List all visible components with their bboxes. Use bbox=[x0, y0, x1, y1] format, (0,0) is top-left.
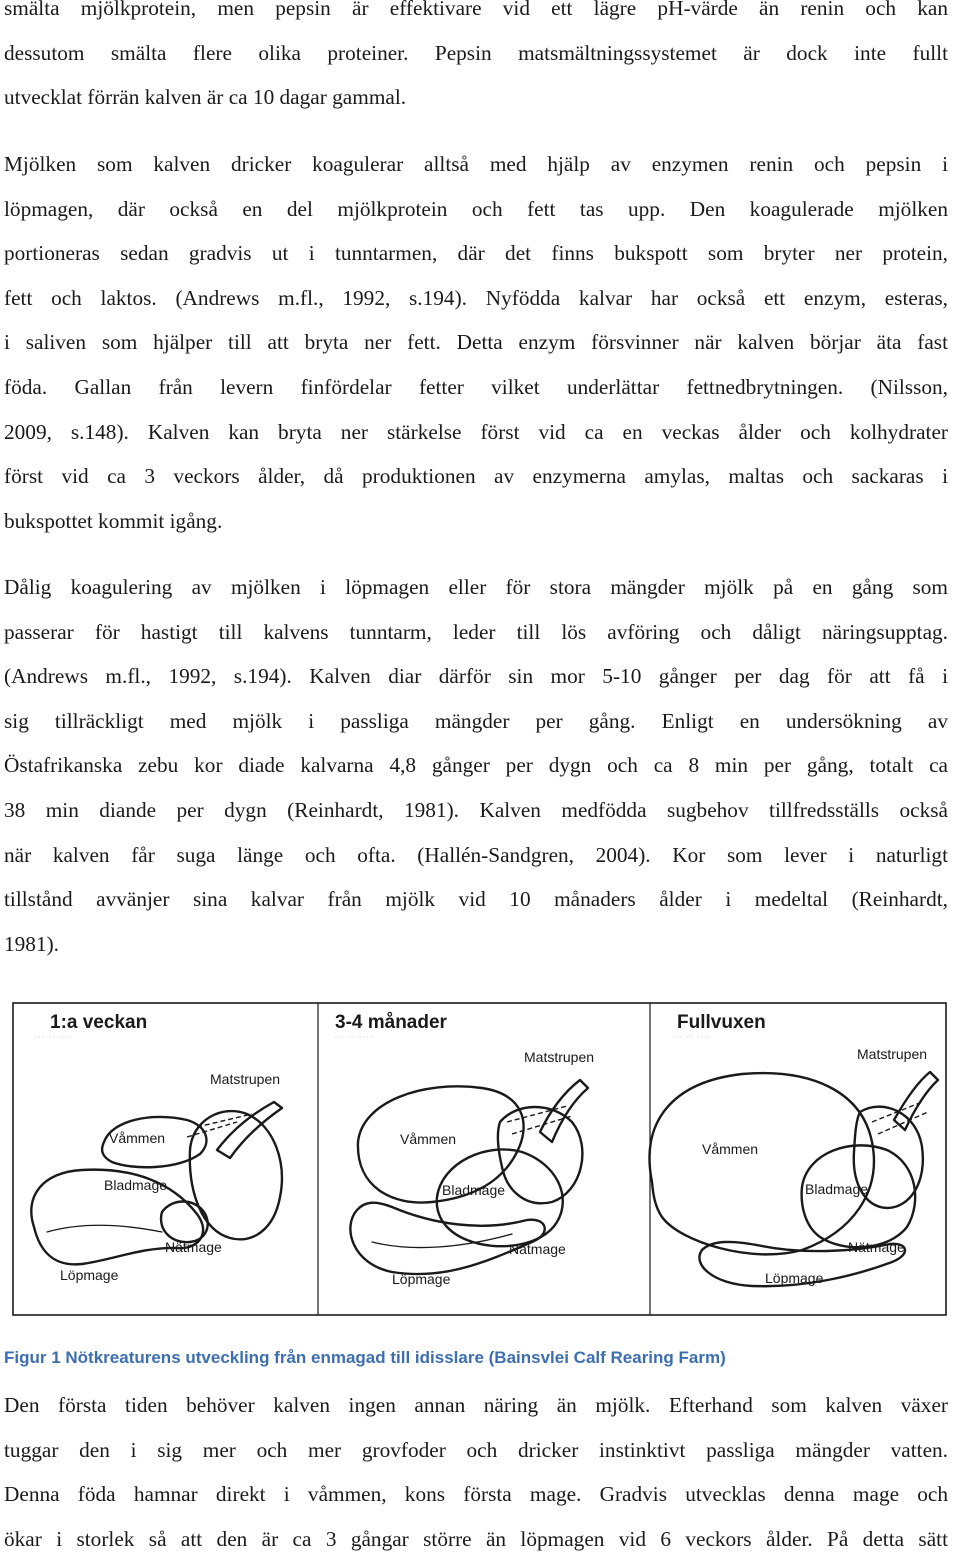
text-line: 2009, s.148). Kalven kan bryta ner stärkelse först vid ca en veckas ålder och kolhydrater bbox=[4, 419, 948, 444]
panel-title: 3-4 månader bbox=[335, 1012, 447, 1033]
text-line: löpmagen, där också en del mjölkprotein och fett tas upp. Den koagulerade mjölken bbox=[4, 196, 948, 221]
text-line: 1981). bbox=[4, 931, 60, 956]
label-lopmage: Löpmage bbox=[765, 1270, 824, 1286]
paragraph-3 bbox=[4, 565, 948, 966]
label-natmage: Nätmage bbox=[848, 1239, 905, 1255]
label-matstrupen: Matstrupen bbox=[857, 1046, 928, 1062]
panel-title: Fullvuxen bbox=[677, 1012, 766, 1033]
text-line: 38 min diande per dygn (Reinhardt, 1981). Kalven medfödda sugbehov tillfredsställs också bbox=[4, 797, 948, 822]
faint-scan-text: ··· ·· ···· bbox=[672, 1031, 712, 1043]
text-line: föda. Gallan från levern finfördelar fetter vilket underlättar fettnedbrytningen. (Nilsson, bbox=[4, 374, 948, 399]
figure-border bbox=[13, 1003, 946, 1315]
label-bladmage: Bladmage bbox=[442, 1182, 506, 1198]
text-line: bukspottet kommit igång. bbox=[4, 508, 223, 533]
paragraph-2 bbox=[4, 142, 948, 543]
text-line: fett och laktos. (Andrews m.fl., 1992, s.194). Nyfödda kalvar har också ett enzym, esteras, bbox=[4, 285, 948, 310]
text-line: utvecklat förrän kalven är ca 10 dagar gammal. bbox=[4, 85, 407, 110]
label-vammen: Våmmen bbox=[400, 1131, 457, 1147]
label-bladmage: Bladmage bbox=[805, 1181, 869, 1197]
figure-illustration bbox=[12, 1002, 947, 1316]
text-line: Dålig koagulering av mjölken i löpmagen eller för stora mängder mjölk på en gång som bbox=[4, 575, 948, 599]
panel-title: 1:a veckan bbox=[50, 1012, 148, 1033]
text-line: dessutom smälta flere olika proteiner. Pepsin matsmältningssystemet är dock inte fullt bbox=[4, 40, 948, 65]
text-line: (Andrews m.fl., 1992, s.194). Kalven diar därför sin mor 5-10 gånger per dag för att få i bbox=[4, 664, 948, 689]
stomach-development-figure bbox=[12, 1002, 947, 1316]
faint-scan-text: ··· ·· ···· bbox=[334, 1031, 374, 1043]
text-line: portioneras sedan gradvis ut i tunntarmen, där det finns bukspott som bryter ner protein, bbox=[4, 241, 948, 266]
paragraph-4 bbox=[4, 1383, 948, 1561]
faint-scan-text: ··· ·· ···· bbox=[34, 1031, 74, 1043]
text-line: sig tillräckligt med mjölk i passliga mängder per gång. Enligt en undersökning av bbox=[4, 708, 948, 733]
text-line: tillstånd avvänjer sina kalvar från mjölk vid 10 månaders ålder i medeltal (Reinhardt, bbox=[4, 887, 948, 912]
label-vammen: Våmmen bbox=[109, 1130, 166, 1146]
label-matstrupen: Matstrupen bbox=[524, 1049, 595, 1065]
text-line: passerar för hastigt till kalvens tunntarm, leder till lös avföring och dåligt näringsupptag. bbox=[4, 619, 948, 644]
label-bladmage: Bladmage bbox=[104, 1177, 168, 1193]
label-lopmage: Löpmage bbox=[60, 1267, 119, 1283]
text-line: tuggar den i sig mer och mer grovfoder och dricker instinktivt passliga mängder vatten. bbox=[4, 1437, 948, 1462]
text-line: Mjölken som kalven dricker koagulerar alltså med hjälp av enzymen renin och pepsin i bbox=[4, 152, 948, 176]
text-line: Östafrikanska zebu kor diade kalvarna 4,8 gånger per dygn och ca 8 min per gång, totalt ca bbox=[4, 753, 948, 778]
label-lopmage: Löpmage bbox=[392, 1271, 451, 1287]
label-matstrupen: Matstrupen bbox=[210, 1071, 281, 1087]
text-line: i saliven som hjälper till att bryta ner fett. Detta enzym försvinner när kalven börjar äta fast bbox=[4, 330, 948, 355]
text-line: när kalven får suga länge och ofta. (Hallén-Sandgren, 2004). Kor som lever i naturligt bbox=[4, 842, 948, 867]
figure-caption: Figur 1 Nötkreaturens utveckling från enmagad till idisslare (Bainsvlei Calf Rearing Farm) bbox=[4, 1348, 726, 1367]
label-vammen: Våmmen bbox=[702, 1141, 759, 1157]
text-line: Denna föda hamnar direkt i våmmen, kons första mage. Gradvis utvecklas denna mage och bbox=[4, 1482, 948, 1507]
text-line: Den första tiden behöver kalven ingen annan näring än mjölk. Efterhand som kalven växer bbox=[4, 1393, 948, 1417]
label-natmage: Nätmage bbox=[165, 1239, 222, 1255]
text-line: smälta mjölkprotein, men pepsin är effektivare vid ett lägre pH-värde än renin och kan bbox=[4, 0, 948, 20]
text-line: först vid ca 3 veckors ålder, då produktionen av enzymerna amylas, maltas och sackaras i bbox=[4, 464, 948, 489]
text-line: ökar i storlek så att den är ca 3 gångar större än löpmagen vid 6 veckors ålder. På detta sätt bbox=[4, 1526, 948, 1551]
paragraph-1 bbox=[4, 0, 948, 120]
label-natmage: Nätmage bbox=[509, 1241, 566, 1257]
